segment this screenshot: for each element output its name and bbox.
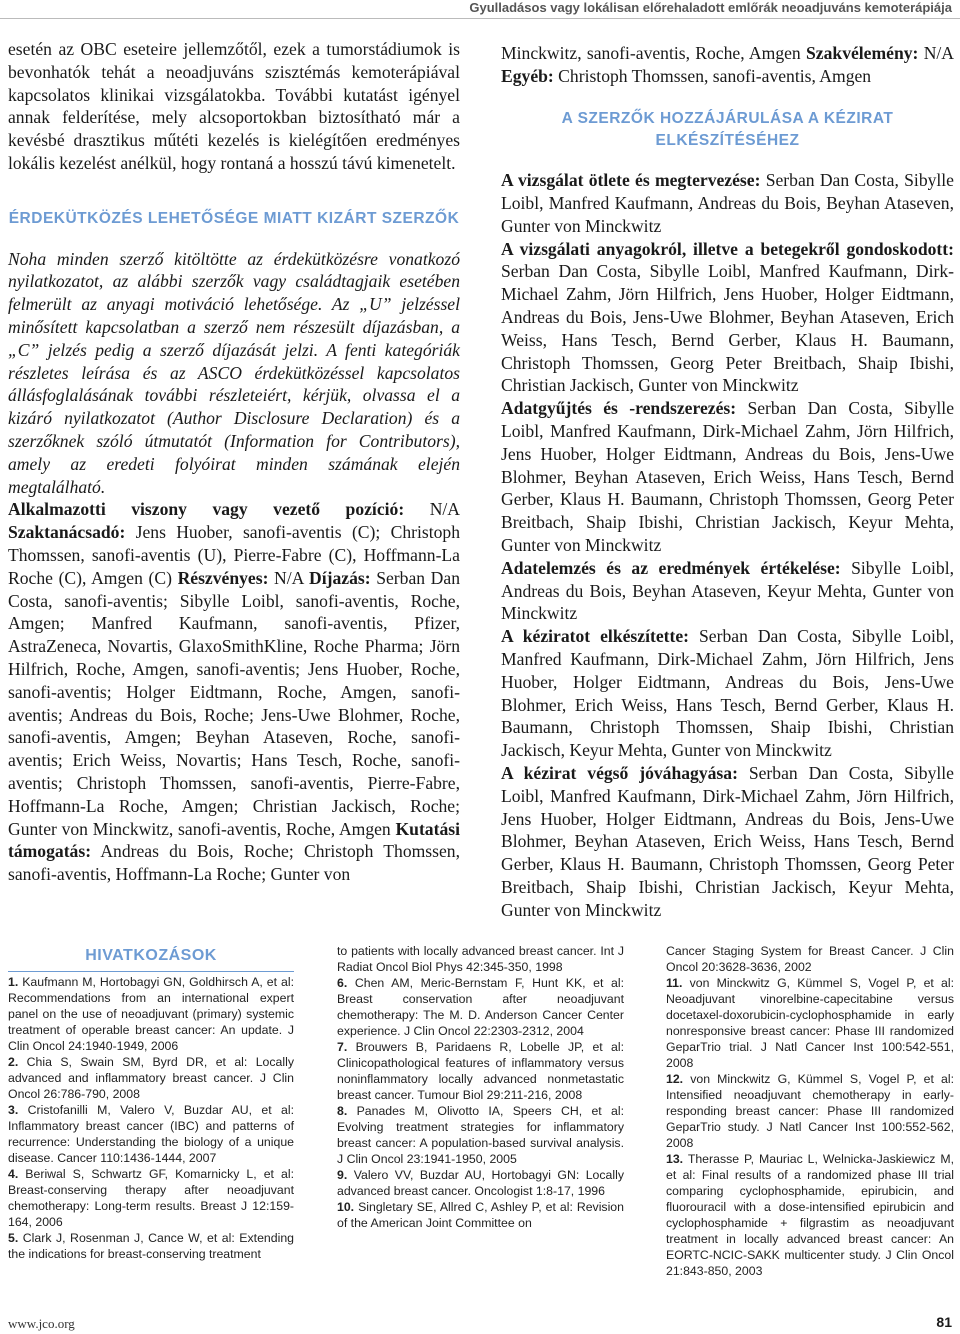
coi-disclosures (8, 498, 460, 886)
right-column (501, 42, 954, 921)
reference-number: 9. (337, 1168, 348, 1182)
contribution-label: A kézirat végső jóváhagyása: (501, 762, 738, 783)
references-column-2 (337, 943, 624, 1231)
contribution-label: Adatgyűjtés és -rendszerezés: (501, 398, 737, 419)
reference-text: Chia S, Swain SM, Byrd DR, et al: Locally advanced and inflammatory breast cancer. J Clin Oncol 26:786-790, 2008 (8, 1055, 294, 1101)
references-heading: HIVATKOZÁSOK (85, 947, 217, 964)
reference-text: Cristofanilli M, Valero V, Buzdar AU, et al: Inflammatory breast cancer (IBC) and patterns of recurrence: Understanding the biology of a unique disease. Cancer 110:1436-1444, 2007 (8, 1103, 294, 1165)
reference-continuation: Cancer Staging System for Breast Cancer. J Clin Oncol 20:3628-3636, 2002 (666, 944, 954, 974)
reference-text: von Minckwitz G, Kümmel S, Vogel P, et al: Neoadjuvant vinorelbine-capecitabine versus docetaxel-doxorubicin-cyclophosphamide in early nonresponsive breast cancer: Phase III randomized GeparTrio trial. J Natl Cancer Inst 100:542-551, 2008 (666, 976, 954, 1070)
contribution-item (501, 397, 954, 557)
coi-disclaimer: Noha minden szerző kitöltötte az érdekütközésre vonatkozó nyilatkozatot, az alábbi szerzők vagy családtagjaik esetében felmerült az anyagi motiváció lehetősége. Az „U” jelzéssel minősített kapcsolatban a szerző nem részesült díjazásban, a „C” jelzés pedig a szerző díjazását jelzi. A fenti kategóriák részletes leírása és az ASCO érdekütközéssel kapcsolatos állásfoglalásának további részleteiért, kérjük, olvassa el a kizáró nyilatkozatot (Author Disclosure Declaration) és a szerzőknek szóló útmutatót (Information for Contributors), amely az eredeti folyóirat minden számának elején megtalálható. (8, 248, 460, 497)
reference-item (8, 1102, 294, 1166)
contribution-text: Serban Dan Costa, Sibylle Loibl, Manfred Kaufmann, Dirk-Michael Zahm, Jörn Hilfrich, Jens Huober, Holger Eidtmann, Andreas du Bois, Jens-Uwe Blohmer, Beyhan Ataseven, Erich Weiss, Hans Tesch, Bernd Gerber, Klaus H. Baumann, Christoph Thomssen, Georg Peter Breitbach, Shaip Ibishi, Christian Jackisch, Keyur Mehta, Gunter von Minckwitz (501, 762, 954, 920)
reference-text: Brouwers B, Paridaens R, Lobelle JP, et al: Clinicopathological features of inflammatory versus noninflammatory locally advanced nonmetastatic breast cancer. Tumour Biol 29:211-216, 2008 (337, 1040, 624, 1102)
reference-number: 13. (666, 1152, 684, 1166)
contribution-text: Serban Dan Costa, Sibylle Loibl, Manfred Kaufmann, Andreas du Bois, Beyhan Ataseven, Gunter von Minckwitz (501, 170, 954, 236)
reference-continuation: to patients with locally advanced breast cancer. Int J Radiat Oncol Biol Phys 42:345-350, 1998 (337, 944, 624, 974)
reference-item (337, 975, 624, 1039)
contribution-label: A vizsgálat ötlete és megtervezése: (501, 170, 761, 191)
reference-text: Kaufmann M, Hortobagyi GN, Goldhirsch A, et al: Recommendations from an international expert panel on the use of neoadjuvant (primary) systemic treatment of operable breast cancer: An update. J Clin Oncol 24:1940-1949, 2006 (8, 975, 294, 1053)
stock-text: N/A (268, 567, 310, 588)
references-column-1 (8, 974, 294, 1262)
reference-item (8, 1054, 294, 1102)
contribution-item (501, 557, 954, 625)
reference-number: 7. (337, 1040, 348, 1054)
header-rule (0, 18, 960, 19)
employment-text: N/A (404, 499, 460, 520)
research-text: Andreas du Bois, Roche; Christoph Thomssen, sanofi-aventis, Hoffmann-La Roche; Gunter von (8, 841, 460, 885)
footer-url[interactable]: www.jco.org (8, 1316, 75, 1331)
reference-item (337, 1199, 624, 1231)
contribution-text: Serban Dan Costa, Sibylle Loibl, Manfred Kaufmann, Dirk-Michael Zahm, Jörn Hilfrich, Jens Huober, Holger Eidtmann, Andreas du Bois, Jens-Uwe Blohmer, Erich Weiss, Hans Tesch, Bernd Gerber, Klaus H. Baumann, Christoph Thomssen, Shaip Ibishi, Christian Jackisch, Keyur Mehta, Gunter von Minckwitz (501, 626, 954, 761)
expert-label: Szakvélemény: (806, 43, 919, 63)
reference-text: Chen AM, Meric-Bernstam F, Hunt KK, et al: Breast conservation after neoadjuvant chemotherapy: The M. D. Anderson Cancer Center experience. J Clin Oncol 22:2303-2312, 2004 (337, 976, 624, 1038)
contribution-item (501, 625, 954, 762)
coi-heading: ÉRDEKÜTKÖZÉS LEHETŐSÉGE MIATT KIZÁRT SZERZŐK (8, 209, 460, 227)
honoraria-text: Serban Dan Costa, sanofi-aventis; Sibylle Loibl, sanofi-aventis, Roche, Amgen; Manfred Kaufmann, sanofi-aventis, Pfizer, AstraZeneca, Novartis, GlaxoSmithKline, Roche Pharma; Jörn Hilfrich, Roche, Amgen, sanofi-aventis; Jens Huober, Roche, sanofi-aventis; Holger Eidtmann, Roche, Amgen, sanofi-aventis; Andreas du Bois, Roche; Jens-Uwe Blohmer, Roche, sanofi-aventis, Amgen; Beyhan Ataseven, Roche, sanofi-aventis; Erich Weiss, Novartis; Hans Tesch, Roche, sanofi-aventis; Christoph Thomssen, sanofi-aventis, Pierre-Fabre, Hoffmann-La Roche, Amgen; Christian Jackisch, Roche; Gunter von Minckwitz, sanofi-aventis, Roche, Amgen (8, 567, 460, 839)
contribution-item (501, 238, 954, 398)
contrib-heading: A SZERZŐK HOZZÁJÁRULÁSA A KÉZIRAT ELKÉSZÍTÉSÉHEZ (561, 109, 894, 150)
reference-item (337, 1039, 624, 1103)
other-label: Egyéb: (501, 65, 554, 86)
reference-text: Beriwal S, Schwartz GF, Komarnicky L, et al: Breast-conserving therapy after neoadjuvant chemotherapy: Long-term results. Breast J 12:159-164, 2006 (8, 1167, 294, 1229)
reference-number: 6. (337, 976, 348, 990)
other-text: Christoph Thomssen, sanofi-aventis, Amgen (553, 65, 872, 86)
reference-text: Clark J, Rosenman J, Cance W, et al: Extending the indications for breast-conserving treatment (8, 1231, 294, 1261)
reference-number: 5. (8, 1231, 19, 1245)
coi-continuation (501, 42, 954, 88)
honoraria-label: Díjazás: (309, 567, 371, 588)
page-number: 81 (936, 1314, 952, 1330)
reference-item (337, 1103, 624, 1167)
reference-item (337, 1167, 624, 1199)
reference-number: 12. (666, 1072, 684, 1086)
consultant-text: Jens Huober, sanofi-aventis (C); Christoph Thomssen, sanofi-aventis (U), Pierre-Fabre (C), Hoffmann-La Roche (C), Amgen (C) (8, 522, 460, 588)
stock-label: Részvényes: (177, 567, 269, 588)
contribution-text: Sibylle Loibl, Andreas du Bois, Beyhan Ataseven, Keyur Mehta, Gunter von Minckwitz (501, 557, 954, 624)
reference-item (666, 1071, 954, 1151)
reference-number: 1. (8, 975, 19, 989)
reference-number: 8. (337, 1104, 348, 1118)
reference-text: Singletary SE, Allred C, Ashley P, et al: Revision of the American Joint Committee on (337, 1200, 624, 1230)
reference-number: 11. (666, 976, 683, 990)
reference-item (666, 975, 954, 1071)
references-column-3 (666, 943, 954, 1279)
references-rule (8, 971, 294, 972)
research-label: Kutatási támogatás: (8, 818, 460, 862)
reference-number: 3. (8, 1103, 19, 1117)
contribution-item (501, 762, 954, 922)
contribution-text: Serban Dan Costa, Sibylle Loibl, Manfred Kaufmann, Dirk-Michael Zahm, Jörn Hilfrich, Jens Huober, Holger Eidtmann, Andreas du Bois, Jens-Uwe Blohmer, Beyhan Ataseven, Erich Weiss, Hans Tesch, Bernd Gerber, Klaus H. Baumann, Christoph Thomssen, Georg Peter Breitbach, Shaip Ibishi, Christian Jackisch, Keyur Mehta, Gunter von Minckwitz (501, 398, 955, 555)
running-head: Gyulladásos vagy lokálisan előrehaladott emlőrák neoadjuváns kemoterápiája (469, 0, 952, 15)
contribution-item (501, 169, 954, 237)
reference-text: Valero VV, Buzdar AU, Hortobagyi GN: Locally advanced breast cancer. Oncologist 1:8-17, 1996 (337, 1168, 624, 1198)
reference-text: Therasse P, Mauriac L, Welnicka-Jaskiewicz M, et al: Final results of a randomized phase III trial comparing cyclophosphamide, epirubicin, and fluorouracil with a dose-intensified epirubicin and cyclophosphamide + filgrastim as neoadjuvant treatment in locally advanced breast cancer: An EORTC-NCIC-SAKK multicenter study. J Clin Oncol 21:843-850, 2003 (666, 1152, 954, 1278)
reference-text: Panades M, Olivotto IA, Speers CH, et al: Evolving treatment strategies for inflammatory breast cancer: A population-based survival analysis. J Clin Oncol 23:1941-1950, 2005 (337, 1104, 624, 1166)
contribution-label: A vizsgálati anyagokról, illetve a betegekről gondoskodott: (501, 238, 954, 259)
reference-number: 10. (337, 1200, 355, 1214)
reference-item (8, 1230, 294, 1262)
consultant-label: Szaktanácsadó: (8, 522, 126, 543)
reference-number: 2. (8, 1055, 19, 1069)
contribution-label: Adatelemzés és az eredmények értékelése: (501, 557, 841, 578)
expert-text: N/A (918, 43, 954, 63)
employment-label: Alkalmazotti viszony vagy vezető pozíció: (8, 499, 405, 520)
left-column (8, 38, 460, 886)
reference-number: 4. (8, 1167, 19, 1181)
reference-item (8, 974, 294, 1054)
continuation-text: Minckwitz, sanofi-aventis, Roche, Amgen (501, 43, 807, 63)
contribution-label: A kéziratot elkészítette: (501, 626, 690, 647)
contribution-text: Serban Dan Costa, Sibylle Loibl, Manfred Kaufmann, Dirk-Michael Zahm, Jörn Hilfrich, Jens Huober, Holger Eidtmann, Andreas du Bois, Jens-Uwe Blohmer, Beyhan Ataseven, Erich Weiss, Hans Tesch, Bernd Gerber, Klaus H. Baumann, Christoph Thomssen, Georg Peter Breitbach, Shaip Ibishi, Christian Jackisch, Gunter von Minckwitz (501, 261, 954, 396)
intro-paragraph: esetén az OBC eseteire jellemzőtől, ezek a tumorstádiumok is bevonhatók tehát a neoadjuváns szisztémás kemoterápiával kapcsolatos klinikai vizsgálatokba. További kutatást igényel annak felderítése, mely alcsoportokban biztosítható már a kevésbé drasztikus műtéti kezelés is kielégítően eredményes lokális kezelést anélkül, hogy rontaná a hosszú távú kimenetelt. (8, 39, 460, 173)
reference-item (666, 1151, 954, 1279)
reference-text: von Minckwitz G, Kümmel S, Vogel P, et al: Intensified neoadjuvant chemotherapy in early-responding breast cancer: Phase III randomized GeparTrio study. J Natl Cancer Inst 100:552-562, 2008 (666, 1072, 954, 1150)
reference-item (8, 1166, 294, 1230)
